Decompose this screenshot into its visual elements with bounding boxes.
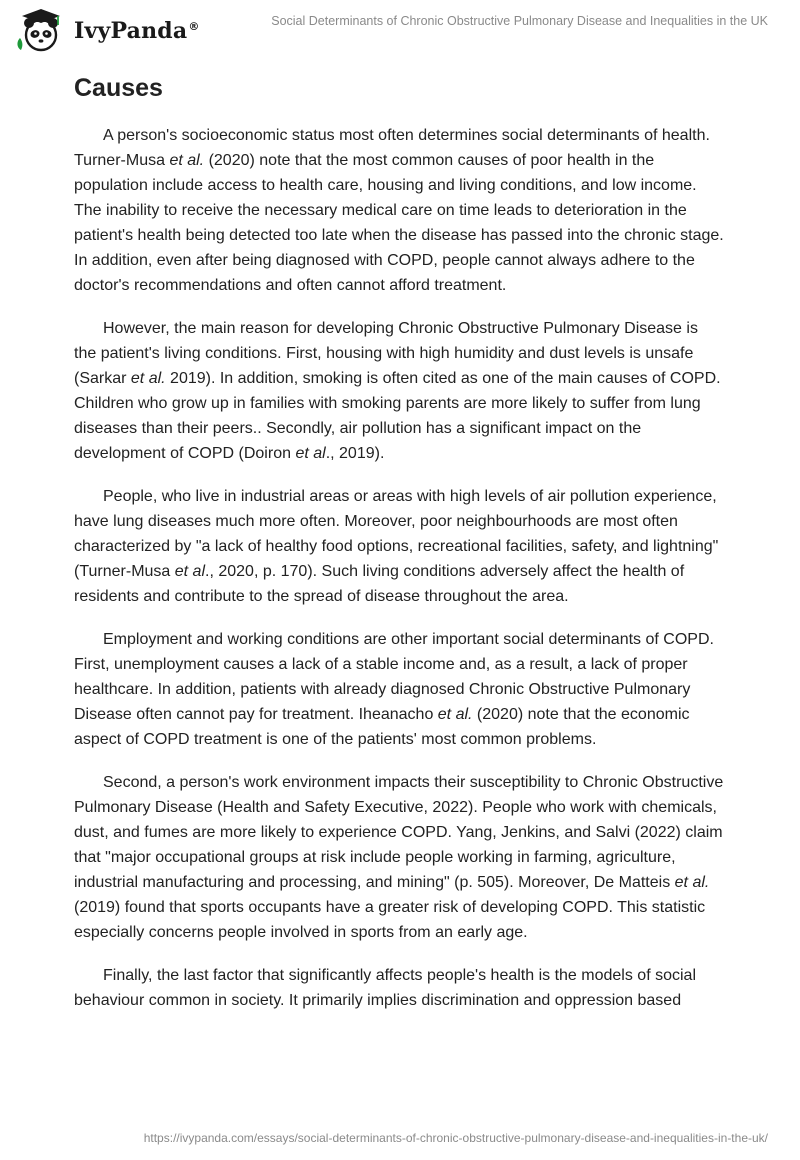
body-paragraph bbox=[74, 963, 724, 1013]
text-run: Finally, the last factor that significantly affects people's health is the models of social behaviour common in society. It primarily implies discrimination and oppression based bbox=[74, 967, 696, 1009]
text-run: (2020) note that the economic aspect of COPD treatment is one of the patients' most common problems. bbox=[74, 706, 690, 748]
text-run: Second, a person's work environment impacts their susceptibility to Chronic Obstructive Pulmonary Disease (Health and Safety Executive, 2022). People who work with chemicals, dust, and fumes are more likely to experience COPD. Yang, Jenkins, and Salvi (2022) claim that "major occupational groups at risk include people working in farming, agriculture, industrial manufacturing and processing, and mining" (p. 505). Moreover, De Matteis bbox=[74, 774, 724, 891]
source-url-link[interactable]: https://ivypanda.com/essays/social-determinants-of-chronic-obstructive-pulmonary-disease-and-inequalities-in-the-uk/ bbox=[143, 1131, 768, 1145]
italic-text-run: et al. bbox=[130, 370, 166, 387]
document-title: Social Determinants of Chronic Obstructive Pulmonary Disease and Inequalities in the UK bbox=[271, 14, 768, 28]
body-paragraph bbox=[74, 316, 724, 466]
page-header bbox=[0, 0, 800, 64]
brand-label: IvyPanda bbox=[74, 18, 188, 44]
body-paragraph bbox=[74, 123, 724, 298]
text-run: Employment and working conditions are other important social determinants of COPD. First, unemployment causes a lack of a stable income and, as a result, a lack of proper healthcare. In addition, patients with already diagnosed Chronic Obstructive Pulmonary Disease often cannot pay for treatment. Iheanacho bbox=[74, 631, 714, 723]
essay-content bbox=[74, 70, 724, 1031]
registered-mark: ® bbox=[188, 19, 200, 33]
paragraph-list bbox=[74, 123, 724, 1013]
italic-text-run: et al. bbox=[169, 152, 205, 169]
ivypanda-logo[interactable] bbox=[14, 8, 200, 54]
brand-name bbox=[74, 18, 200, 44]
body-paragraph bbox=[74, 484, 724, 609]
text-run: However, the main reason for developing Chronic Obstructive Pulmonary Disease is the patient's living conditions. First, housing with high humidity and dust levels is unsafe (Sarkar bbox=[74, 320, 698, 387]
panda-graduate-icon bbox=[14, 8, 66, 54]
text-run: ., 2020, p. 170). Such living conditions adversely affect the health of residents and contribute to the spread of disease throughout the area. bbox=[74, 563, 685, 605]
text-run: 2019). In addition, smoking is often cited as one of the main causes of COPD. Children who grow up in families with smoking parents are more likely to suffer from lung diseases than their peers.. Secondly, air pollution has a significant impact on the development of COPD (Doiron bbox=[74, 370, 721, 462]
body-paragraph bbox=[74, 627, 724, 752]
text-run: A person's socioeconomic status most often determines social determinants of health. Turner-Musa bbox=[74, 127, 710, 169]
italic-text-run: et al bbox=[174, 563, 206, 580]
italic-text-run: et al. bbox=[674, 874, 710, 891]
section-heading: Causes bbox=[74, 74, 163, 102]
text-run: (2019) found that sports occupants have a greater risk of developing COPD. This statistic especially concerns people involved in sports from an early age. bbox=[74, 899, 706, 941]
body-paragraph bbox=[74, 770, 724, 945]
text-run: (2020) note that the most common causes of poor health in the population include access to health care, housing and living conditions, and low income. The inability to receive the necessary medical care on time leads to deterioration in the patient's health being detected too late when the disease has passed into the chronic stage. In addition, even after being diagnosed with COPD, people cannot always adhere to the doctor's recommendations and often cannot afford treatment. bbox=[74, 152, 724, 294]
italic-text-run: et al bbox=[295, 445, 326, 462]
text-run: People, who live in industrial areas or areas with high levels of air pollution experience, have lung diseases much more often. Moreover, poor neighbourhoods are most often characterized by "a lack of healthy food options, recreational facilities, safety, and lightning" (Turner-Musa bbox=[74, 488, 719, 580]
italic-text-run: et al. bbox=[437, 706, 473, 723]
text-run: ., 2019). bbox=[325, 445, 385, 462]
